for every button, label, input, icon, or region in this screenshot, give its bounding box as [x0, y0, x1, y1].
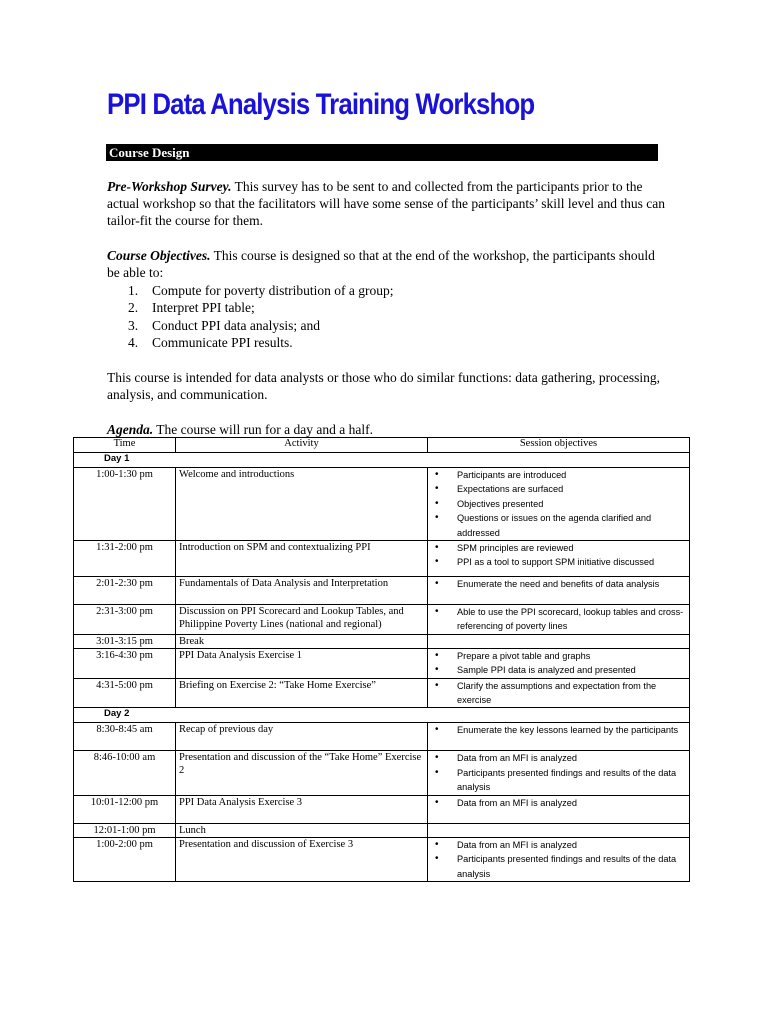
objectives-cell [428, 541, 690, 577]
objectives-cell [428, 468, 690, 541]
survey-label: Pre-Workshop Survey. [107, 179, 232, 194]
list-item: • Enumerate the need and benefits of data analysis [431, 577, 686, 591]
table-row [74, 605, 690, 635]
time-cell: 10:01-12:00 pm [74, 795, 176, 823]
time-cell: 1:31-2:00 pm [74, 541, 176, 577]
agenda-label: Agenda. [107, 422, 154, 437]
list-item: • Participants are introduced [431, 468, 686, 482]
objectives-cell [428, 605, 690, 635]
time-cell: 3:01-3:15 pm [74, 634, 176, 648]
day-row [74, 708, 690, 723]
list-item: • SPM principles are reviewed [431, 541, 686, 555]
activity-cell: Introduction on SPM and contextualizing PPI [176, 541, 428, 577]
objectives-bullets [431, 605, 686, 634]
activity-cell: PPI Data Analysis Exercise 1 [176, 648, 428, 678]
table-header-row [74, 438, 690, 453]
time-cell: 3:16-4:30 pm [74, 648, 176, 678]
time-cell: 1:00-2:00 pm [74, 837, 176, 881]
table-row [74, 751, 690, 795]
objectives-paragraph [107, 247, 667, 281]
table-row [74, 577, 690, 605]
survey-paragraph [107, 178, 667, 229]
objectives-bullets [431, 649, 686, 678]
list-item: • Objectives presented [431, 497, 686, 511]
list-item: • Participants presented findings and results of the data analysis [431, 852, 686, 881]
list-item: • PPI as a tool to support SPM initiative discussed [431, 555, 686, 569]
activity-cell: Briefing on Exercise 2: “Take Home Exercise” [176, 678, 428, 708]
list-item: • Prepare a pivot table and graphs [431, 649, 686, 663]
agenda-body [74, 453, 690, 882]
table-row [74, 823, 690, 837]
list-item: • Clarify the assumptions and expectation from the exercise [431, 679, 686, 708]
list-item: • Sample PPI data is analyzed and presented [431, 663, 686, 677]
day-row [74, 453, 690, 468]
agenda-paragraph [107, 421, 667, 438]
activity-cell: Presentation and discussion of Exercise 3 [176, 837, 428, 881]
table-row [74, 634, 690, 648]
header-time: Time [74, 438, 176, 453]
table-row [74, 837, 690, 881]
agenda-text: The course will run for a day and a half. [156, 422, 373, 437]
list-item: • Questions or issues on the agenda clarified and addressed [431, 511, 686, 540]
list-item: • Data from an MFI is analyzed [431, 838, 686, 852]
table-row [74, 678, 690, 708]
time-cell: 1:00-1:30 pm [74, 468, 176, 541]
survey-text: This survey has to be sent to and collected from the participants prior to the actual workshop so that the facilitators will have some sense of the participants’ skill level and thus can tailor-fit the course for them. [107, 179, 665, 228]
page-title: PPI Data Analysis Training Workshop [107, 88, 535, 121]
list-item: • Data from an MFI is analyzed [431, 751, 686, 765]
activity-cell: Lunch [176, 823, 428, 837]
objectives-list [128, 282, 393, 351]
table-row [74, 795, 690, 823]
list-item: • Data from an MFI is analyzed [431, 796, 686, 810]
list-item: • Enumerate the key lessons learned by the participants [431, 723, 686, 737]
objectives-cell [428, 648, 690, 678]
objectives-bullets [431, 679, 686, 708]
objectives-bullets [431, 751, 686, 794]
agenda-table [73, 437, 690, 882]
objectives-cell [428, 634, 690, 648]
objectives-bullets [431, 838, 686, 881]
activity-cell: Fundamentals of Data Analysis and Interpretation [176, 577, 428, 605]
objectives-bullets [431, 723, 686, 737]
list-item: 1. Compute for poverty distribution of a group; [128, 283, 394, 298]
objectives-cell [428, 723, 690, 751]
time-cell: 8:30-8:45 am [74, 723, 176, 751]
list-item: • Able to use the PPI scorecard, lookup tables and cross-referencing of poverty lines [431, 605, 686, 634]
list-item: • Participants presented findings and results of the data analysis [431, 766, 686, 795]
intended-paragraph: This course is intended for data analysts or those who do similar functions: data gathering, processing, analysis, and communication. [107, 370, 660, 402]
activity-cell: Presentation and discussion of the “Take Home” Exercise 2 [176, 751, 428, 795]
objectives-cell [428, 795, 690, 823]
section-bar: Course Design [106, 144, 658, 161]
day-label: Day 1 [74, 453, 690, 468]
objectives-cell [428, 823, 690, 837]
table-row [74, 723, 690, 751]
day-label: Day 2 [74, 708, 690, 723]
objectives-cell [428, 837, 690, 881]
activity-cell: Discussion on PPI Scorecard and Lookup Tables, and Philippine Poverty Lines (national and regional) [176, 605, 428, 635]
header-activity: Activity [176, 438, 428, 453]
time-cell: 12:01-1:00 pm [74, 823, 176, 837]
time-cell: 2:31-3:00 pm [74, 605, 176, 635]
activity-cell: Recap of previous day [176, 723, 428, 751]
list-item: 4. Communicate PPI results. [128, 334, 293, 350]
list-item: • Expectations are surfaced [431, 482, 686, 496]
objectives-bullets [431, 541, 686, 570]
objectives-bullets [431, 577, 686, 591]
objectives-cell [428, 751, 690, 795]
list-item: 3. Conduct PPI data analysis; and [128, 317, 320, 333]
table-row [74, 648, 690, 678]
table-row [74, 541, 690, 577]
objectives-text: This course is designed so that at the end of the workshop, the participants should be able to: [107, 248, 655, 280]
objectives-bullets [431, 796, 686, 810]
time-cell: 4:31-5:00 pm [74, 678, 176, 708]
activity-cell: Break [176, 634, 428, 648]
time-cell: 2:01-2:30 pm [74, 577, 176, 605]
objectives-bullets [431, 468, 686, 540]
objectives-cell [428, 678, 690, 708]
table-row [74, 468, 690, 541]
header-objectives: Session objectives [428, 438, 690, 453]
objectives-cell [428, 577, 690, 605]
activity-cell: Welcome and introductions [176, 468, 428, 541]
list-item: 2. Interpret PPI table; [128, 300, 255, 316]
activity-cell: PPI Data Analysis Exercise 3 [176, 795, 428, 823]
objectives-label: Course Objectives. [107, 248, 211, 263]
time-cell: 8:46-10:00 am [74, 751, 176, 795]
